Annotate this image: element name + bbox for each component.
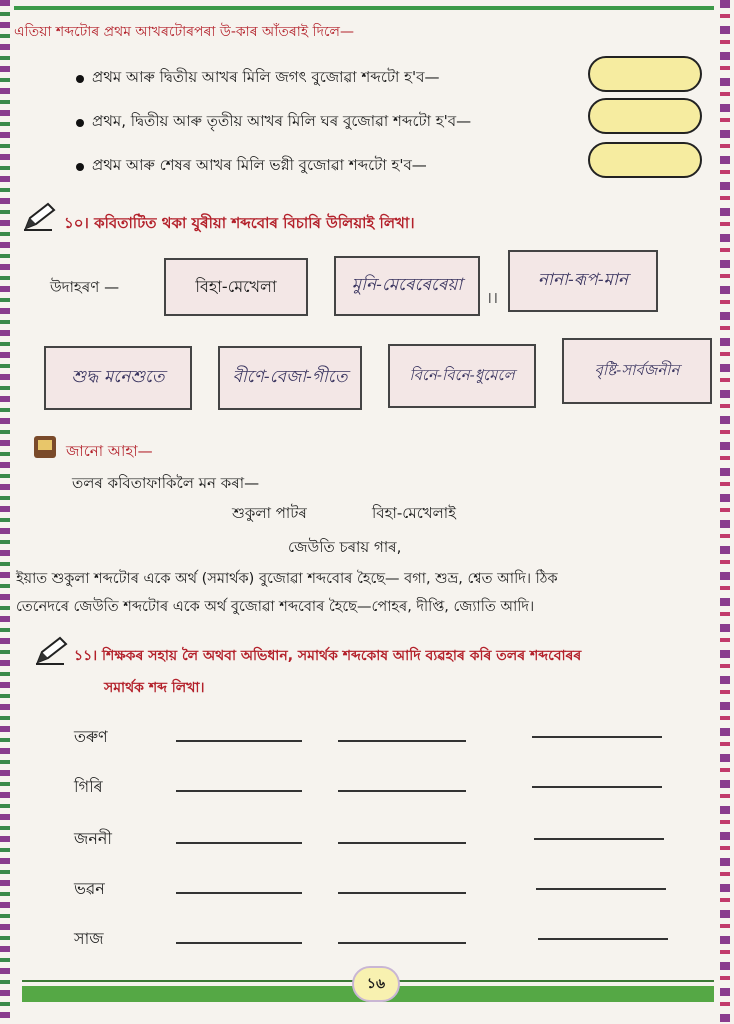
answer-box[interactable] bbox=[334, 256, 480, 316]
word-label: গিৰি bbox=[74, 777, 103, 796]
know-heading: জানো আহা— bbox=[66, 442, 153, 460]
handwritten-answer: মুনি-মেৰেৰেৰেয়া bbox=[351, 275, 463, 295]
example-label: উদাহৰণ — bbox=[50, 278, 120, 296]
answer-blank[interactable] bbox=[536, 888, 666, 890]
know-line-1: তলৰ কবিতাফাকিলৈ মন কৰা— bbox=[72, 474, 260, 492]
poem-phrase-1: শুকুলা পাটৰ bbox=[232, 504, 307, 522]
answer-blank[interactable] bbox=[338, 790, 466, 792]
explanation-para-2: তেনেদৰে জেউতি শব্দটোৰ একে অৰ্থ বুজোৱা শব্দবোৰ হৈছে—পোহৰ, দীপ্তি, জ্যোতি আদি। bbox=[16, 599, 535, 615]
answer-blank[interactable] bbox=[176, 892, 302, 894]
answer-blank[interactable] bbox=[338, 942, 466, 944]
poem-phrase-2: বিহা-মেখেলাই bbox=[372, 504, 456, 522]
top-green-rule bbox=[14, 6, 714, 10]
bullet-item bbox=[76, 66, 440, 91]
bullet-text: প্ৰথম আৰু শেষৰ আখৰ মিলি ভগ্নী বুজোৱা শব্দটো হ'ব— bbox=[92, 156, 427, 174]
answer-box[interactable] bbox=[508, 250, 658, 312]
example-word-box bbox=[164, 258, 308, 316]
answer-blank[interactable] bbox=[338, 740, 466, 742]
answer-blank[interactable] bbox=[338, 892, 466, 894]
bullet-icon bbox=[76, 75, 84, 83]
bullet-icon bbox=[76, 163, 84, 171]
book-icon bbox=[34, 436, 56, 458]
answer-blank[interactable] bbox=[176, 740, 302, 742]
example-word: বিহা-মেখেলা bbox=[195, 276, 277, 296]
intro-line: এতিয়া শব্দটোৰ প্ৰথম আখৰটোৰপৰা উ-কাৰ আঁতৰাই দিলে— bbox=[14, 24, 354, 40]
word-label: ভৱন bbox=[74, 879, 105, 898]
handwritten-answer: শুদ্ধ মনেশুতে bbox=[71, 367, 165, 387]
answer-box-3[interactable] bbox=[588, 142, 702, 178]
answer-box-2[interactable] bbox=[588, 98, 702, 134]
bullet-text: প্ৰথম, দ্বিতীয় আৰু তৃতীয় আখৰ মিলি ঘৰ বুজোৱা শব্দটো হ'ব— bbox=[92, 112, 472, 130]
bullet-item bbox=[76, 110, 471, 135]
separator: ।। bbox=[486, 288, 499, 307]
answer-box[interactable] bbox=[562, 338, 712, 404]
answer-blank[interactable] bbox=[534, 838, 664, 840]
bullet-icon bbox=[76, 119, 84, 127]
handwritten-answer: বীণে-বেজা-গীতে bbox=[232, 367, 348, 387]
answer-blank[interactable] bbox=[176, 842, 302, 844]
pencil-icon bbox=[34, 636, 70, 666]
handwritten-answer: বৃষ্টি-সাৰ্বজনীন bbox=[594, 360, 680, 379]
question-11-heading-cont: সমাৰ্থক শব্দ লিখা। bbox=[104, 680, 205, 696]
answer-blank[interactable] bbox=[538, 938, 668, 940]
question-11-heading: ১১। শিক্ষকৰ সহায় লৈ অথবা অভিধান, সমাৰ্থক শব্দকোষ আদি ব্যৱহাৰ কৰি তলৰ শব্দবোৰৰ bbox=[74, 648, 582, 664]
poem-line-3: জেউতি চৰায় গাৰ, bbox=[288, 538, 402, 556]
answer-blank[interactable] bbox=[532, 736, 662, 738]
bullet-item bbox=[76, 154, 427, 179]
bullet-text: প্ৰথম আৰু দ্বিতীয় আখৰ মিলি জগৎ বুজোৱা শব্দটো হ'ব— bbox=[92, 68, 440, 86]
page-number: ১৬ bbox=[352, 966, 400, 1002]
answer-blank[interactable] bbox=[176, 790, 302, 792]
word-label: সাজ bbox=[74, 929, 104, 948]
answer-box[interactable] bbox=[44, 346, 192, 410]
answer-blank[interactable] bbox=[176, 942, 302, 944]
right-decorative-border bbox=[720, 0, 730, 1024]
explanation-para-1: ইয়াত শুকুলা শব্দটোৰ একে অৰ্থ (সমাৰ্থক) বুজোৱা শব্দবোৰ হৈছে— বগা, শুভ্ৰ, শ্বেত আদি। ঠিক bbox=[16, 571, 558, 587]
question-10-heading: ১০। কবিতাটিত থকা যুৰীয়া শব্দবোৰ বিচাৰি উলিয়াই লিখা। bbox=[64, 214, 415, 232]
handwritten-answer: বিনে-বিনে-ধুমেলে bbox=[409, 365, 515, 384]
word-label: জননী bbox=[74, 829, 112, 848]
answer-box[interactable] bbox=[218, 346, 362, 410]
answer-blank[interactable] bbox=[338, 842, 466, 844]
pencil-icon bbox=[22, 202, 58, 232]
answer-box-1[interactable] bbox=[588, 56, 702, 92]
left-decorative-border bbox=[0, 0, 10, 1024]
answer-box[interactable] bbox=[388, 344, 536, 408]
handwritten-answer: নানা-ৰূপ-মান bbox=[537, 270, 629, 290]
answer-blank[interactable] bbox=[532, 786, 662, 788]
word-label: তৰুণ bbox=[74, 727, 108, 746]
